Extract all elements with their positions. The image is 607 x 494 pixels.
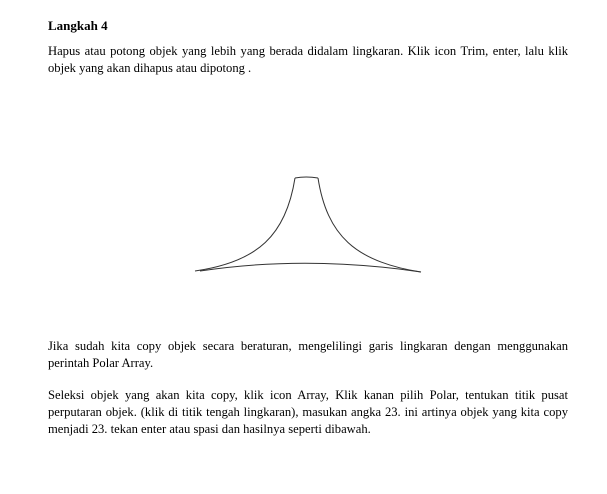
right-curve <box>318 178 421 272</box>
instruction-paragraph-array: Seleksi objek yang akan kita copy, klik icon Array, Klik kanan pilih Polar, tentukan titik pusat perputaran objek. (klik di titik tengah lingkaran), masukan angka 23. ini artinya objek yang kita copy menjadi 23. tekan enter atau spasi dan hasilnya seperti dibawah. <box>48 388 568 436</box>
top-segment <box>295 177 318 178</box>
instruction-paragraph-copy: Jika sudah kita copy objek secara beraturan, mengelilingi garis lingkaran dengan menggunakan perintah Polar Array. <box>48 339 568 370</box>
instruction-paragraph-trim: Hapus atau potong objek yang lebih yang berada didalam lingkaran. Klik icon Trim, enter, lalu klik objek yang akan dihapus atau dipotong . <box>48 44 568 75</box>
step-heading: Langkah 4 <box>48 18 108 33</box>
left-curve <box>195 178 295 271</box>
